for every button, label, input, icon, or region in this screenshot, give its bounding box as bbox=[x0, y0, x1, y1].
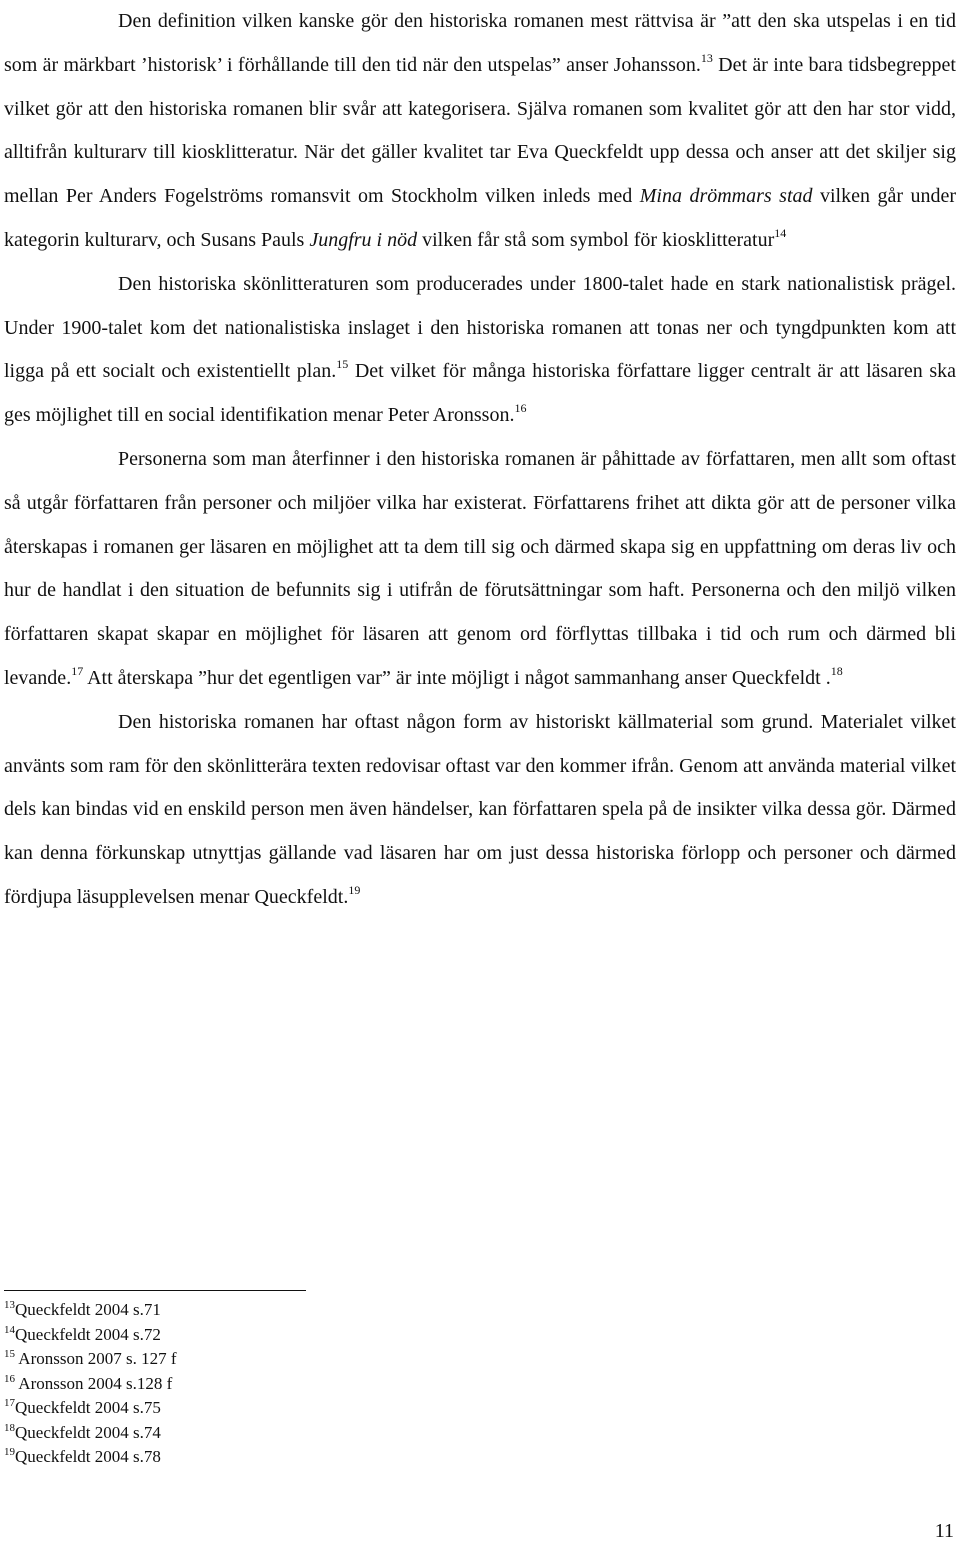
footnote-13 bbox=[4, 1298, 604, 1323]
footnote-15 bbox=[4, 1347, 604, 1372]
footnote-divider bbox=[4, 1290, 306, 1291]
footnote-18 bbox=[4, 1421, 604, 1446]
footnote-text: Queckfeldt 2004 s.71 bbox=[15, 1300, 161, 1319]
footnote-ref-16[interactable]: 16 bbox=[514, 401, 527, 416]
paragraph-text: Att återskapa ”hur det egentligen var” är inte möjligt i något sammanhang anser Queckfeldt . bbox=[83, 666, 831, 689]
footnote-number: 16 bbox=[4, 1372, 15, 1385]
page-number: 11 bbox=[934, 1520, 954, 1542]
footnote-text: Aronsson 2004 s.128 f bbox=[15, 1373, 173, 1393]
footnote-text: Queckfeldt 2004 s.72 bbox=[15, 1324, 161, 1344]
footnote-17 bbox=[4, 1396, 604, 1421]
footnote-14 bbox=[4, 1323, 604, 1348]
paragraph-text: Den historiska romanen har oftast någon form av historiskt källmaterial som grund. Materialet vilket använts som ram för den skönlitterära texten redovisar oftast var den kommer ifrån. Genom att använda material vilket dels kan bindas vid en enskild person men även händelser, kan författaren spela på de insikter vilka dessa gör. Därmed kan denna förkunskap utnyttjas gällande vad läsaren har om just dessa historiska förlopp och personer och därmed fördjupa läsupplevelsen menar Queckfeldt. bbox=[4, 710, 956, 908]
footnote-text: Queckfeldt 2004 s.75 bbox=[15, 1398, 161, 1417]
paragraph-text: Det vilket för många historiska författare ligger centralt är att läsaren ska ges möjlighet till en social identifikation menar Peter Aronsson. bbox=[4, 360, 956, 427]
paragraph-2 bbox=[4, 263, 956, 438]
book-title-jungfru-i-nod: Jungfru i nöd bbox=[309, 228, 418, 251]
footnote-ref-15[interactable]: 15 bbox=[336, 357, 349, 372]
footnote-19 bbox=[4, 1445, 604, 1470]
paragraph-text: vilken går under kategorin kulturarv, och Susans Pauls bbox=[4, 185, 956, 251]
paragraph-text: Den definition vilken kanske gör den historiska romanen mest rättvisa är ”att den ska utspelas i en tid som är märkbart ’historisk’ i förhållande till den tid när den utspelas” anser Johansson. bbox=[4, 10, 956, 76]
footnotes bbox=[4, 1298, 604, 1470]
footnote-number: 13 bbox=[4, 1299, 15, 1311]
footnote-number: 18 bbox=[4, 1421, 15, 1434]
footnote-text: Queckfeldt 2004 s.74 bbox=[15, 1422, 161, 1442]
footnote-number: 14 bbox=[4, 1323, 15, 1336]
paragraph-1 bbox=[4, 0, 956, 263]
paragraph-text: Det är inte bara tidsbegreppet vilket gör att den historiska romanen blir svår att kategorisera. Själva romanen som kvalitet gör att den har stor vidd, alltifrån kulturarv till kiosklitteratur. När det gäller kvalitet tar Eva Queckfeldt upp dessa och anser att det skiljer sig mellan Per Anders Fogelströms romansvit om Stockholm vilken inleds med bbox=[4, 53, 956, 208]
footnote-ref-13[interactable]: 13 bbox=[700, 50, 713, 65]
footnote-16 bbox=[4, 1372, 604, 1397]
footnote-ref-17[interactable]: 17 bbox=[71, 663, 84, 678]
footnote-text: Aronsson 2007 s. 127 f bbox=[15, 1349, 177, 1368]
paragraph-4 bbox=[4, 701, 956, 920]
footnote-text: Queckfeldt 2004 s.78 bbox=[15, 1447, 161, 1466]
footnote-ref-18[interactable]: 18 bbox=[830, 663, 843, 678]
footnote-number: 15 bbox=[4, 1348, 15, 1360]
paragraph-text: Personerna som man återfinner i den historiska romanen är påhittade av författaren, men allt som oftast så utgår författaren från personer och miljöer vilka har existerat. Författarens frihet att dikta gör att de personer vilka återskapas i romanen ger läsaren en möjlighet att ta dem till sig och därmed skapa sig en uppfattning om deras liv och hur de handlat i den situation de befunnits sig i utifrån de förutsättningar som haft. Personerna och den miljö vilken författaren skapat skapar en möjlighet för läsaren att genom ord förflyttas tillbaka i tid och rum och därmed bli levande. bbox=[4, 447, 956, 689]
footnote-ref-14[interactable]: 14 bbox=[774, 225, 787, 240]
paragraph-3 bbox=[4, 438, 956, 701]
book-title-mina-drommars-stad: Mina drömmars stad bbox=[639, 185, 813, 208]
footnote-ref-19[interactable]: 19 bbox=[348, 882, 361, 897]
page-body bbox=[4, 0, 956, 920]
paragraph-text: Den historiska skönlitteraturen som producerades under 1800-talet hade en stark nationalistisk prägel. Under 1900-talet kom det nationalistiska inslaget i den historiska romanen att tonas ner och tyngdpunkten kom att ligga på ett socialt och existentiellt plan. bbox=[4, 272, 956, 383]
footnote-number: 19 bbox=[4, 1446, 15, 1458]
paragraph-text: vilken får stå som symbol för kiosklitteratur bbox=[417, 228, 775, 251]
footnote-number: 17 bbox=[4, 1397, 15, 1409]
